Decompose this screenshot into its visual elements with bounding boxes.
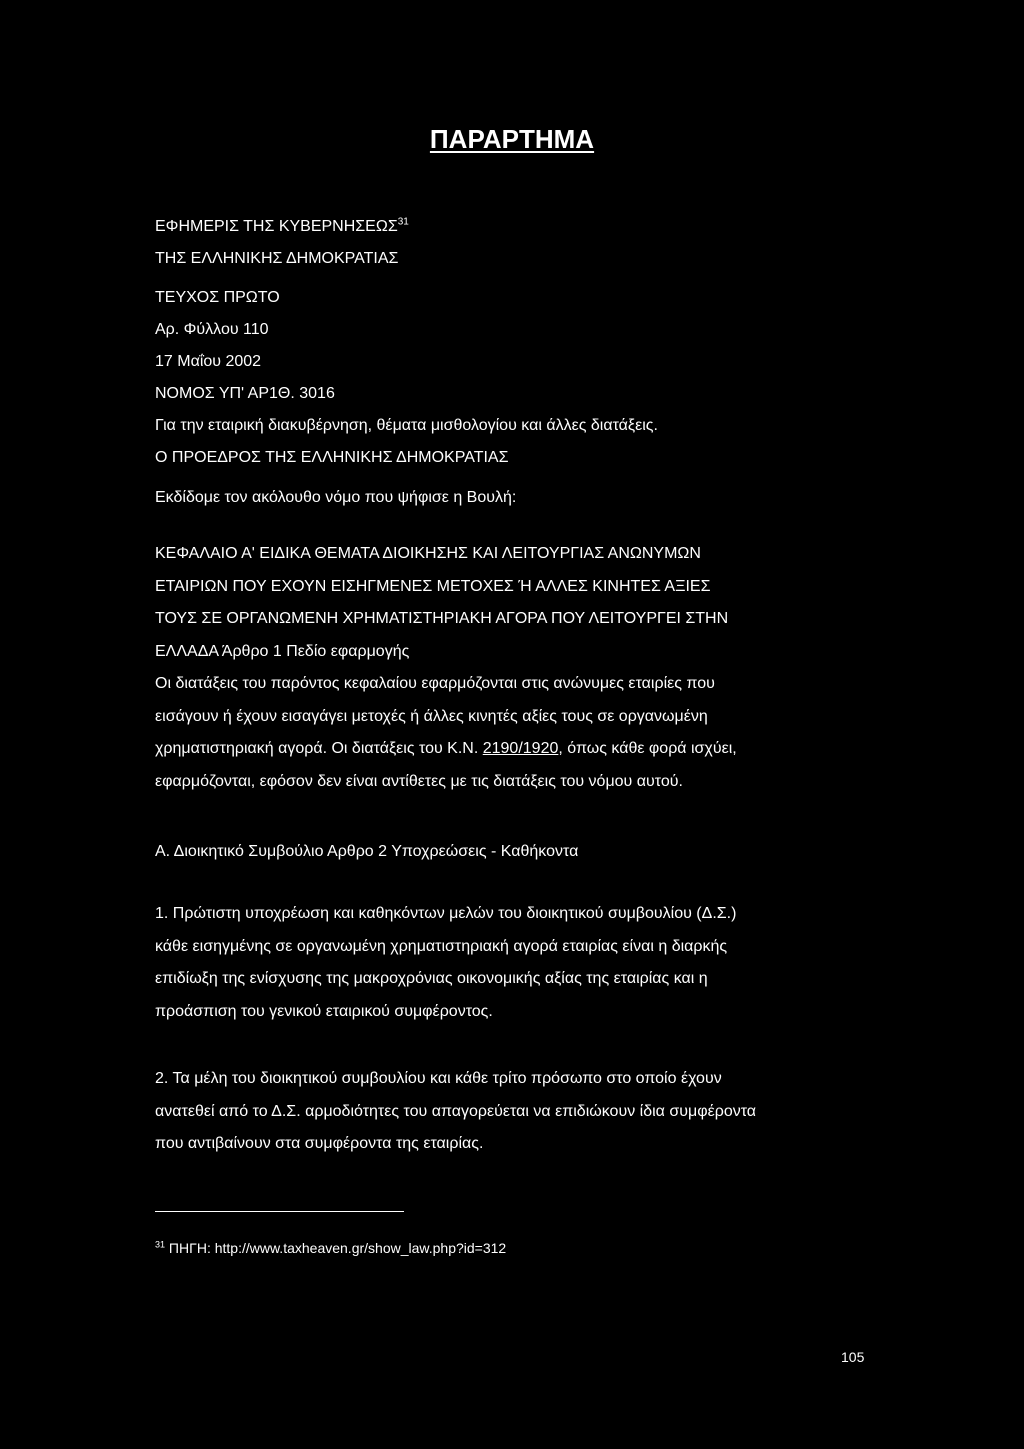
chapter-heading-line: ΤΟΥΣ ΣΕ ΟΡΓΑΝΩΜΕΝΗ ΧΡΗΜΑΤΙΣΤΗΡΙΑΚΗ ΑΓΟΡΑ ΠΟΥ ΛΕΙΤΟΥΡΓΕΙ ΣΤΗΝ xyxy=(155,610,729,627)
gazette-name-text: ΕΦΗΜΕΡΙΣ ΤΗΣ ΚΥΒΕΡΝΗΣΕΩΣ xyxy=(155,218,398,235)
item-2-line: ανατεθεί από το Δ.Σ. αρμοδιότητες του απαγορεύεται να επιδιώκουν ίδια συμφέροντα xyxy=(155,1102,757,1120)
chapter-heading-line: ΚΕΦΑΛΑΙΟ Α' ΕΙΔΙΚΑ ΘΕΜΑΤΑ ΔΙΟΙΚΗΣΗΣ ΚΑΙ ΛΕΙΤΟΥΡΓΙΑΣ ΑΝΩΝΥΜΩΝ xyxy=(155,545,701,562)
footnote-number: 31 xyxy=(155,1239,166,1250)
gazette-name xyxy=(155,217,409,237)
law-reference-link[interactable]: 2190/1920 xyxy=(482,740,559,757)
law-number: ΝΟΜΟΣ ΥΠ' ΑΡ1Θ. 3016 xyxy=(155,385,335,402)
chapter-heading-line: ΕΤΑΙΡΙΩΝ ΠΟΥ ΕΧΟΥΝ ΕΙΣΗΓΜΕΝΕΣ ΜΕΤΟΧΕΣ Ή ΑΛΛΕΣ ΚΙΝΗΤΕΣ ΑΞΙΕΣ xyxy=(155,577,711,595)
page-number: 105 xyxy=(841,1349,865,1365)
article-1-text-line: εισάγουν ή έχουν εισαγάγει μετοχές ή άλλες κινητές αξίες τους σε οργανωμένη xyxy=(155,707,708,725)
president-line: Ο ΠΡΟΕΔΡΟΣ ΤΗΣ ΕΛΛΗΝΙΚΗΣ ΔΗΜΟΚΡΑΤΙΑΣ xyxy=(155,449,509,466)
footnote-separator xyxy=(155,1211,404,1212)
article-1-text-part: χρηματιστηριακή αγορά. Οι διατάξεις του Κ.Ν. xyxy=(155,740,483,757)
article-1-text-line: Οι διατάξεις του παρόντος κεφαλαίου εφαρμόζονται στις ανώνυμες εταιρίες που xyxy=(155,675,715,692)
article-1-text-line: εφαρμόζονται, εφόσον δεν είναι αντίθετες με τις διατάξεις του νόμου αυτού. xyxy=(155,772,683,790)
page-title: ΠΑΡΑΡΤΗΜΑ xyxy=(429,124,595,154)
law-title: Για την εταιρική διακυβέρνηση, θέματα μισθολογίου και άλλες διατάξεις. xyxy=(155,417,658,434)
item-1-line: κάθε εισηγμένης σε οργανωμένη χρηματιστηριακή αγορά εταιρίας είναι η διαρκής xyxy=(155,937,728,955)
item-1-line: επιδίωξη της ενίσχυσης της μακροχρόνιας οικονομικής αξίας της εταιρίας και η xyxy=(155,970,708,987)
item-2-line: που αντιβαίνουν στα συμφέροντα της εταιρίας. xyxy=(155,1135,484,1152)
chapter-a xyxy=(155,538,855,798)
footnote-reference: 31 xyxy=(397,216,409,228)
section-a-heading: Α. Διοικητικό Συμβούλιο Αρθρο 2 Υποχρεώσεις - Καθήκοντα xyxy=(155,843,579,860)
footnote-source-link[interactable]: ΠΗΓΗ: http://www.taxheaven.gr/show_law.php?id=312 xyxy=(165,1240,507,1256)
republic-line: ΤΗΣ ΕΛΛΗΝΙΚΗΣ ΔΗΜΟΚΡΑΤΙΑΣ xyxy=(155,250,399,267)
article-1-heading: ΕΛΛΑΔΑ Άρθρο 1 Πεδίο εφαρμογής xyxy=(155,642,410,660)
article-2-item-1 xyxy=(155,898,855,1028)
publication-date: 17 Μαΐου 2002 xyxy=(155,353,262,370)
sheet-number: Αρ. Φύλλου 110 xyxy=(155,321,269,338)
item-2-line: 2. Τα μέλη του διοικητικού συμβουλίου και κάθε τρίτο πρόσωπο στο οποίο έχουν xyxy=(155,1070,722,1087)
enactment-line: Εκδίδομε τον ακόλουθο νόμο που ψήφισε η Βουλή: xyxy=(155,489,517,506)
article-1-text-part: , όπως κάθε φορά ισχύει, xyxy=(558,740,737,757)
article-2-item-2 xyxy=(155,1063,855,1161)
issue-line: ΤΕΥΧΟΣ ΠΡΩΤΟ xyxy=(155,289,280,306)
item-1-line: 1. Πρώτιστη υποχρέωση και καθηκόντων μελών του διοικητικού συμβουλίου (Δ.Σ.) xyxy=(155,905,737,922)
item-1-line: προάσπιση του γενικού εταιρικού συμφέροντος. xyxy=(155,1002,493,1020)
article-1-text-line xyxy=(155,733,855,766)
footnote xyxy=(155,1240,506,1256)
